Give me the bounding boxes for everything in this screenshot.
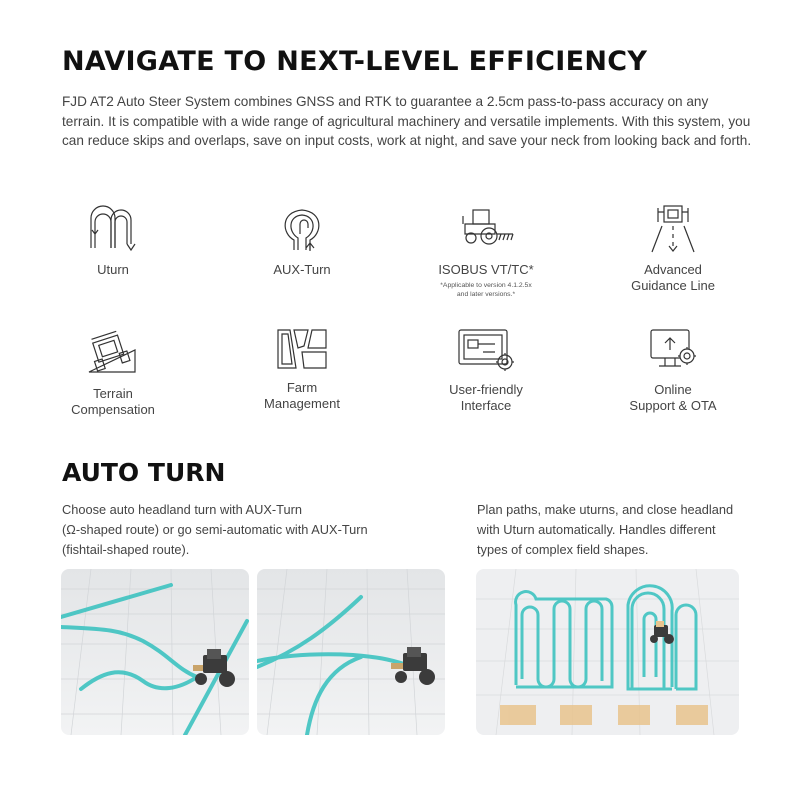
tractor-icon bbox=[455, 204, 517, 254]
uturn-field-image bbox=[476, 569, 739, 735]
farm-map-icon bbox=[274, 326, 330, 372]
page-title: NAVIGATE TO NEXT-LEVEL EFFICIENCY bbox=[62, 46, 648, 77]
uturn-icon bbox=[85, 204, 141, 254]
monitor-update-icon bbox=[645, 326, 701, 374]
uturn-description: Plan paths, make uturns, and close headland with Uturn automatically. Handles different types of complex field shapes. bbox=[477, 502, 734, 557]
feature-label: Terrain Compensation bbox=[71, 386, 155, 417]
section-title: AUTO TURN bbox=[62, 458, 226, 487]
feature-label: ISOBUS VT/TC* bbox=[438, 262, 534, 277]
interface-icon bbox=[455, 326, 517, 374]
feature-online-support bbox=[588, 326, 758, 413]
feature-note: *Applicable to version 4.1.2.5x and later versions.* bbox=[440, 281, 532, 298]
aux-turn-fishtail-image bbox=[257, 569, 445, 735]
intro-paragraph: FJD AT2 Auto Steer System combines GNSS and RTK to guarantee a 2.5cm pass-to-pass accuracy on any terrain. It is compatible with a wide range of agricultural machinery and versatile implements. With this system, you can reduce skips and overlaps, save on input costs, work at night, and save your neck from looking back and forth. bbox=[62, 94, 752, 149]
feature-terrain bbox=[28, 328, 198, 417]
feature-label: AUX-Turn bbox=[273, 262, 331, 277]
feature-interface bbox=[401, 326, 571, 413]
feature-label: Uturn bbox=[97, 262, 129, 277]
guidance-line-icon bbox=[648, 204, 698, 254]
aux-turn-omega-image bbox=[61, 569, 249, 735]
feature-label: User-friendly Interface bbox=[449, 382, 523, 413]
feature-isobus bbox=[401, 204, 571, 299]
terrain-icon bbox=[85, 328, 141, 378]
feature-aux-turn bbox=[217, 204, 387, 278]
feature-uturn bbox=[28, 204, 198, 278]
feature-label: Online Support & OTA bbox=[629, 382, 717, 413]
feature-label: Advanced Guidance Line bbox=[631, 262, 715, 293]
aux-turn-description: Choose auto headland turn with AUX-Turn (Ω-shaped route) or go semi-automatic with AUX-Turn (fishtail-shaped route). bbox=[62, 502, 368, 557]
feature-guidance-line bbox=[588, 204, 758, 293]
aux-turn-icon bbox=[274, 204, 330, 254]
feature-label: Farm Management bbox=[264, 380, 340, 411]
feature-farm-management bbox=[217, 326, 387, 411]
